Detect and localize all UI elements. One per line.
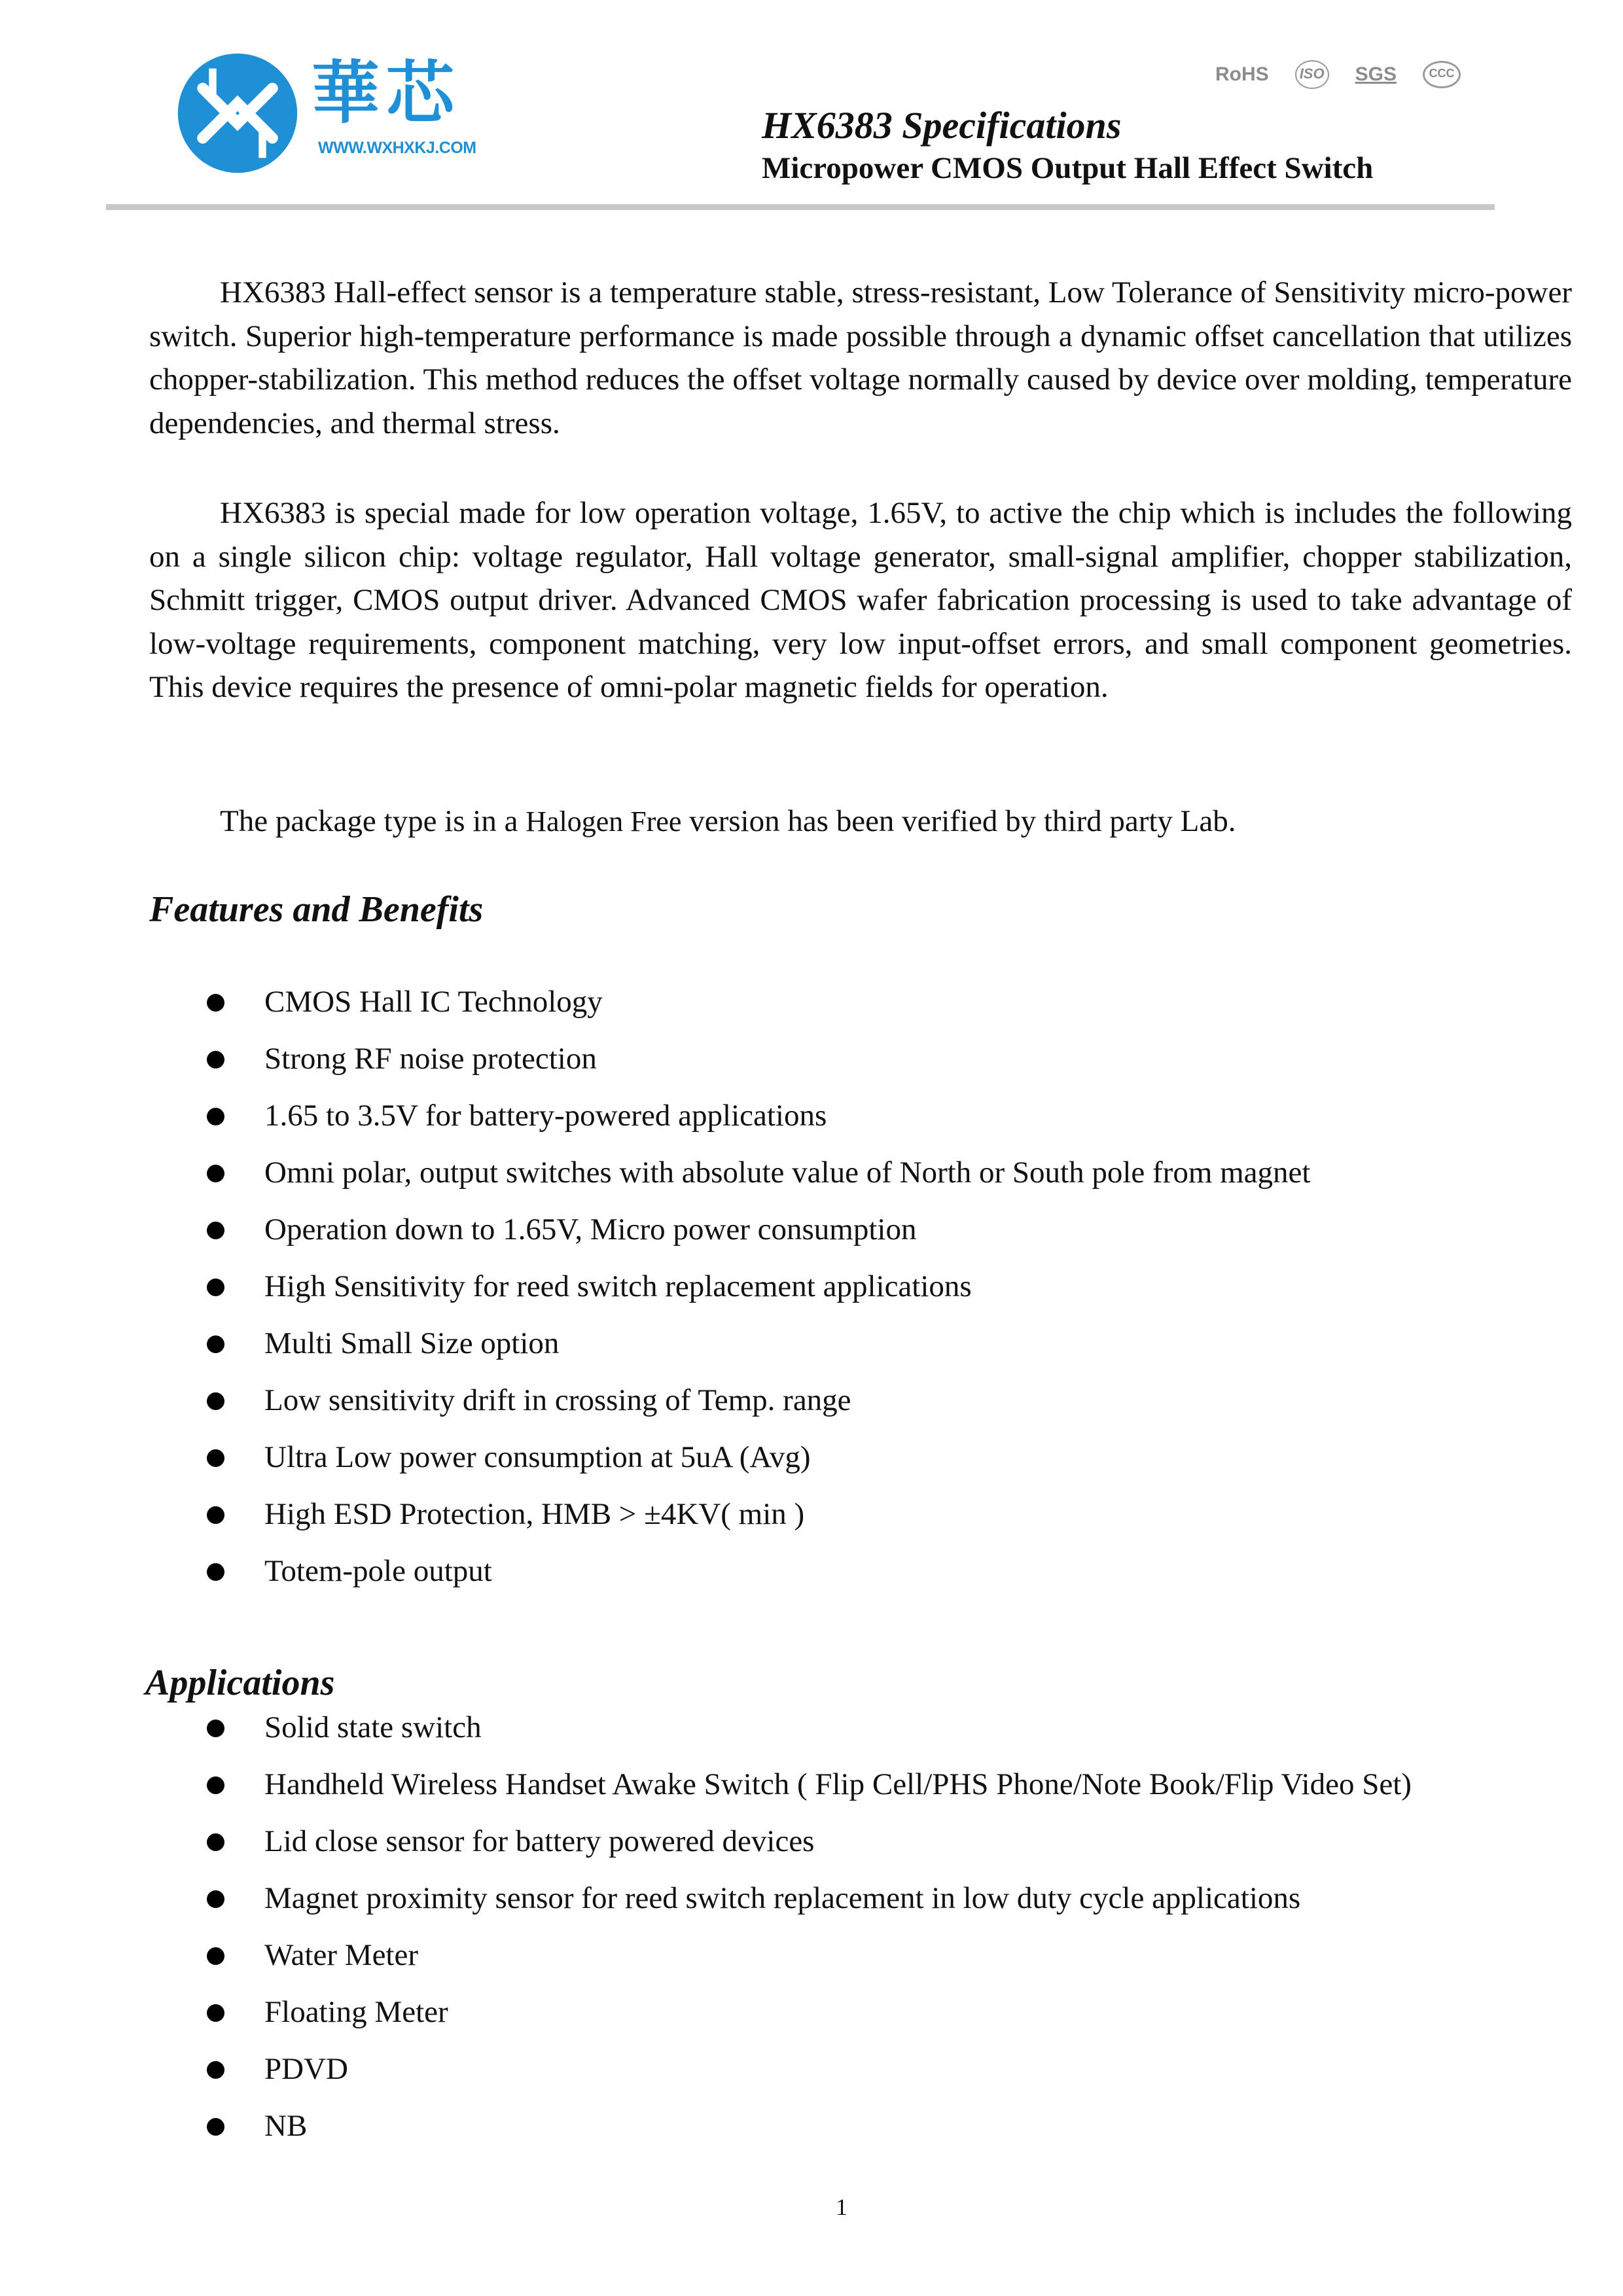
sgs-badge: SGS xyxy=(1355,63,1397,85)
company-logo xyxy=(175,47,490,178)
bullet-icon xyxy=(207,2118,224,2136)
feature-text: CMOS Hall IC Technology xyxy=(264,985,603,1019)
list-item xyxy=(204,2041,1412,2098)
logo-chinese-name: 華芯 xyxy=(312,53,461,133)
feature-text: 1.65 to 3.5V for battery-powered applications xyxy=(264,1099,827,1133)
application-text: Magnet proximity sensor for reed switch replacement in low duty cycle applications xyxy=(264,1881,1301,1915)
intro-paragraph-1: HX6383 Hall-effect sensor is a temperature stable, stress-resistant, Low Tolerance of Sensitivity micro-power switch. Superior high-temperature performance is made possible through a dynamic offset cancellation that utilizes chopper-stabilization. This method reduces the offset voltage normally caused by device over molding, temperature dependencies, and thermal stress. xyxy=(149,275,1572,440)
application-text: NB xyxy=(264,2109,308,2143)
bullet-icon xyxy=(207,1222,224,1239)
list-item xyxy=(204,1813,1412,1870)
bullet-icon xyxy=(207,1335,224,1353)
list-item xyxy=(204,1429,1310,1486)
list-item xyxy=(204,1486,1310,1543)
bullet-icon xyxy=(207,1165,224,1182)
bullet-icon xyxy=(207,1563,224,1581)
features-list xyxy=(204,974,1310,1600)
ccc-badge: CCC xyxy=(1423,61,1461,88)
list-item xyxy=(204,1258,1310,1315)
application-text: Floating Meter xyxy=(264,1995,448,2029)
list-item xyxy=(204,1870,1412,1927)
list-item xyxy=(204,1031,1310,1087)
bullet-icon xyxy=(207,2061,224,2079)
list-item xyxy=(204,1927,1412,1984)
features-heading: Features and Benefits xyxy=(149,889,484,930)
bullet-icon xyxy=(207,1051,224,1069)
list-item xyxy=(204,1087,1310,1144)
bullet-icon xyxy=(207,2004,224,2022)
company-logo-icon xyxy=(175,51,300,175)
page-number: 1 xyxy=(836,2194,847,2220)
application-text: Solid state switch xyxy=(264,1710,482,1744)
iso-badge: ISO xyxy=(1295,60,1329,89)
application-text: Handheld Wireless Handset Awake Switch ( Flip Cell/PHS Phone/Note Book/Flip Video Set) xyxy=(264,1767,1412,1801)
bullet-icon xyxy=(207,994,224,1012)
bullet-icon xyxy=(207,1720,224,1737)
feature-text: Ultra Low power consumption at 5uA (Avg) xyxy=(264,1440,811,1474)
list-item xyxy=(204,974,1310,1031)
feature-text: High Sensitivity for reed switch replacement applications xyxy=(264,1269,972,1303)
bullet-icon xyxy=(207,1947,224,1965)
bullet-icon xyxy=(207,1776,224,1794)
list-item xyxy=(204,1984,1412,2041)
intro-paragraph-3 xyxy=(149,800,1572,844)
applications-list xyxy=(204,1699,1412,2155)
paragraph-3-before: The package type is in a xyxy=(220,804,526,838)
bullet-icon xyxy=(207,1108,224,1125)
intro-paragraph-2: HX6383 is special made for low operation voltage, 1.65V, to active the chip which is includes the following on a single silicon chip: voltage regulator, Hall voltage generator, small-signal amplifier, chopper stabilization, Schmitt trigger, CMOS output driver. Advanced CMOS wafer fabrication processing is used to take advantage of low-voltage requirements, component matching, very low input-offset errors, and small component geometries. This device requires the presence of omni-polar magnetic fields for operation. xyxy=(149,496,1572,704)
paragraph-3-after: version has been verified by third party Lab. xyxy=(681,804,1236,838)
logo-url: WWW.WXHXKJ.COM xyxy=(318,139,476,157)
document-title: HX6383 Specifications xyxy=(762,104,1122,147)
application-text: Lid close sensor for battery powered devices xyxy=(264,1824,815,1858)
applications-heading: Applications xyxy=(145,1663,335,1703)
bullet-icon xyxy=(207,1392,224,1410)
feature-text: Multi Small Size option xyxy=(264,1326,560,1360)
list-item xyxy=(204,1372,1310,1429)
document-subtitle: Micropower CMOS Output Hall Effect Switch xyxy=(762,151,1374,185)
list-item xyxy=(204,1756,1412,1813)
rohs-badge: RoHS xyxy=(1215,63,1269,85)
halogen-free-text: Halogen Free xyxy=(526,805,682,838)
feature-text: Totem-pole output xyxy=(264,1554,492,1588)
certification-badges xyxy=(1215,60,1461,89)
list-item xyxy=(204,2098,1412,2155)
bullet-icon xyxy=(207,1449,224,1467)
bullet-icon xyxy=(207,1506,224,1524)
feature-text: Omni polar, output switches with absolute value of North or South pole from magnet xyxy=(264,1156,1311,1190)
header-divider xyxy=(106,204,1495,210)
list-item xyxy=(204,1699,1412,1756)
bullet-icon xyxy=(207,1279,224,1296)
list-item xyxy=(204,1543,1310,1600)
bullet-icon xyxy=(207,1890,224,1908)
bullet-icon xyxy=(207,1833,224,1851)
list-item xyxy=(204,1201,1310,1258)
feature-text: Operation down to 1.65V, Micro power consumption xyxy=(264,1212,917,1246)
feature-text: High ESD Protection, HMB > ±4KV( min ) xyxy=(264,1497,805,1531)
feature-text: Strong RF noise protection xyxy=(264,1042,597,1076)
list-item xyxy=(204,1315,1310,1372)
application-text: Water Meter xyxy=(264,1938,418,1972)
application-text: PDVD xyxy=(264,2052,348,2086)
list-item xyxy=(204,1144,1310,1201)
feature-text: Low sensitivity drift in crossing of Temp. range xyxy=(264,1383,851,1417)
